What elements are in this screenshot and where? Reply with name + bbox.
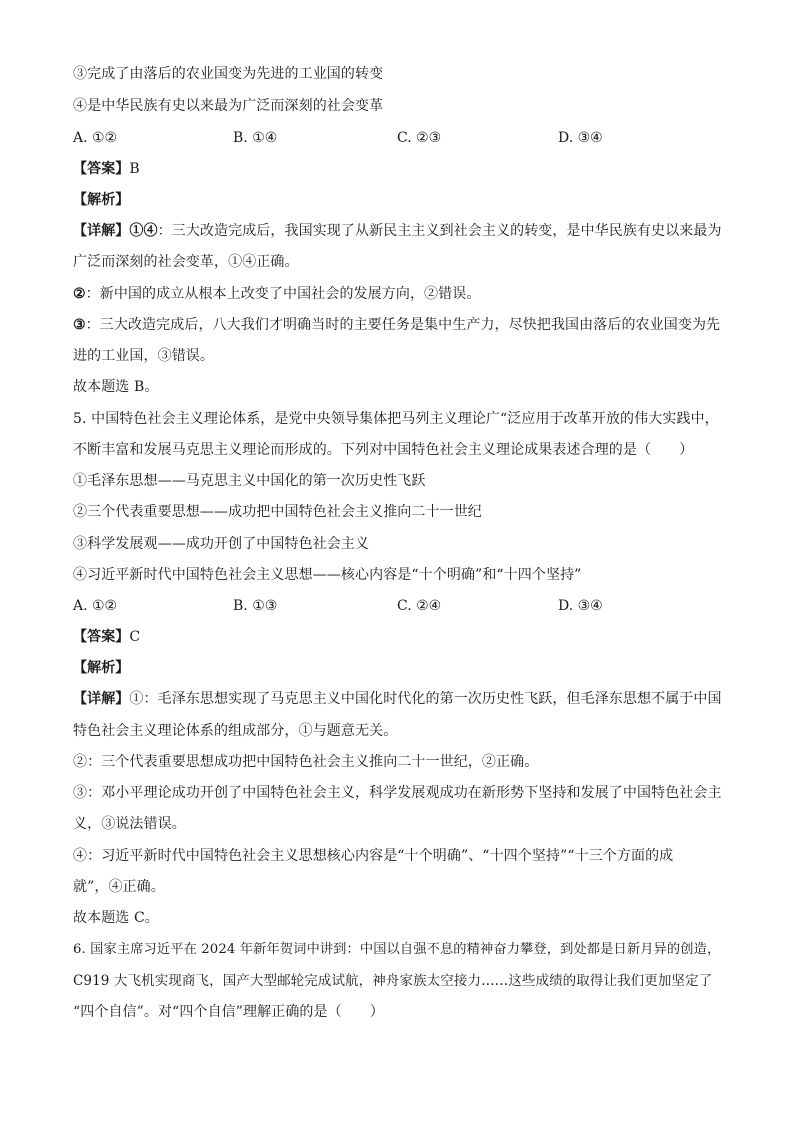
q5-statement-3: ③科学发展观——成功开创了中国特色社会主义 [73, 536, 370, 552]
statement-4: ④是中华民族有史以来最为广泛而深刻的社会变革 [73, 98, 384, 114]
q5-detail-line-4-cont: 就”，④正确。 [73, 879, 165, 895]
option-c: C. ②③ [397, 130, 442, 146]
q5-analysis-heading [73, 658, 723, 678]
q6-stem-line-1: 6. 国家主席习近平在 2024 年新年贺词中讲到：中国以自强不息的精神奋力攀登，到处都是日新月异的创造， [73, 942, 721, 957]
detail-line-3 [73, 315, 723, 335]
detail-tag: 【详解】 [73, 223, 130, 239]
detail-line-2 [73, 284, 723, 304]
detail-text: ：新中国的成立从根本上改变了中国社会的发展方向，②错误。 [85, 286, 481, 302]
q5-detail-line-3-cont: 义，③说法错误。 [73, 816, 186, 832]
q5-detail-line-2: ②：三个代表重要思想成功把中国特色社会主义推向二十一世纪，②正确。 [73, 754, 539, 770]
analysis-heading [73, 190, 723, 210]
q5-conclusion: 故本题选 C。 [73, 910, 159, 926]
option-b: B. ①④ [233, 130, 278, 146]
q5-statement-2: ②三个代表重要思想——成功把中国特色社会主义推向二十一世纪 [73, 504, 482, 520]
q5-detail-line-3: ③：邓小平理论成功开创了中国特色社会主义，科学发展观成功在新形势下坚持和发展了中国特色社会主 [73, 785, 722, 801]
detail-tag: 【详解】 [73, 691, 130, 707]
detail-line-1-cont: 广泛而深刻的社会变革，①④正确。 [73, 254, 299, 270]
option-c: C. ②④ [397, 598, 442, 614]
answer-value: C [129, 629, 141, 645]
detail-line-1 [73, 221, 723, 241]
q6-stem-line-2: C919 大飞机实现商飞，国产大型邮轮完成试航，神舟家族太空接力……这些成绩的取得让我们更加坚定了 [73, 973, 713, 989]
detail-mark: ② [73, 286, 86, 302]
options-row [73, 128, 723, 148]
analysis-tag: 【解析】 [73, 660, 130, 676]
q5-stem-line-1: 5. 中国特色社会主义理论体系，是党中央领导集体把马列主义理论广“泛应用于改革开放的伟大实践中， [73, 411, 719, 427]
option-b: B. ①③ [233, 598, 278, 614]
q5-statement-1: ①毛泽东思想——马克思主义中国化的第一次历史性飞跃 [73, 473, 426, 489]
q5-answer-line [73, 627, 723, 647]
answer-line [73, 159, 723, 179]
q5-detail-line-1 [73, 689, 723, 709]
detail-text: ：三大改造完成后，我国实现了从新民主主义到社会主义的转变，是中华民族有史以来最为 [157, 223, 722, 239]
detail-mark: ③ [73, 317, 86, 333]
option-a: A. ①② [73, 130, 118, 146]
q5-options-row [73, 596, 723, 616]
option-d: D. ③④ [558, 598, 603, 614]
q5-statement-4: ④习近平新时代中国特色社会主义思想——核心内容是“十个明确”和“十四个坚持” [73, 567, 582, 583]
detail-text: ①：毛泽东思想实现了马克思主义中国化时代化的第一次历史性飞跃，但毛泽东思想不属于中国 [129, 691, 722, 707]
detail-mark: ①④ [129, 223, 158, 239]
q6-stem-line-3: “四个自信”。对“四个自信”理解正确的是（ ） [73, 1004, 385, 1020]
answer-tag: 【答案】 [73, 629, 130, 645]
q5-stem-line-2: 不断丰富和发展马克思主义理论而形成的。下列对中国特色社会主义理论成果表述合理的是（ ） [73, 442, 694, 458]
analysis-tag: 【解析】 [73, 192, 130, 208]
answer-value: B [129, 161, 140, 177]
statement-3: ③完成了由落后的农业国变为先进的工业国的转变 [73, 66, 384, 82]
detail-line-3-cont: 进的工业国，③错误。 [73, 348, 214, 364]
option-d: D. ③④ [558, 130, 603, 146]
q5-detail-line-1-cont: 特色社会主义理论体系的组成部分，①与题意无关。 [73, 723, 398, 739]
option-a: A. ①② [73, 598, 118, 614]
detail-text: ：三大改造完成后，八大我们才明确当时的主要任务是集中生产力，尽快把我国由落后的农业国变为先 [85, 317, 721, 333]
answer-tag: 【答案】 [73, 161, 130, 177]
conclusion: 故本题选 B。 [73, 379, 159, 395]
q5-detail-line-4: ④：习近平新时代中国特色社会主义思想核心内容是“十个明确”、“十四个坚持”“十三个方面的成 [73, 848, 674, 864]
